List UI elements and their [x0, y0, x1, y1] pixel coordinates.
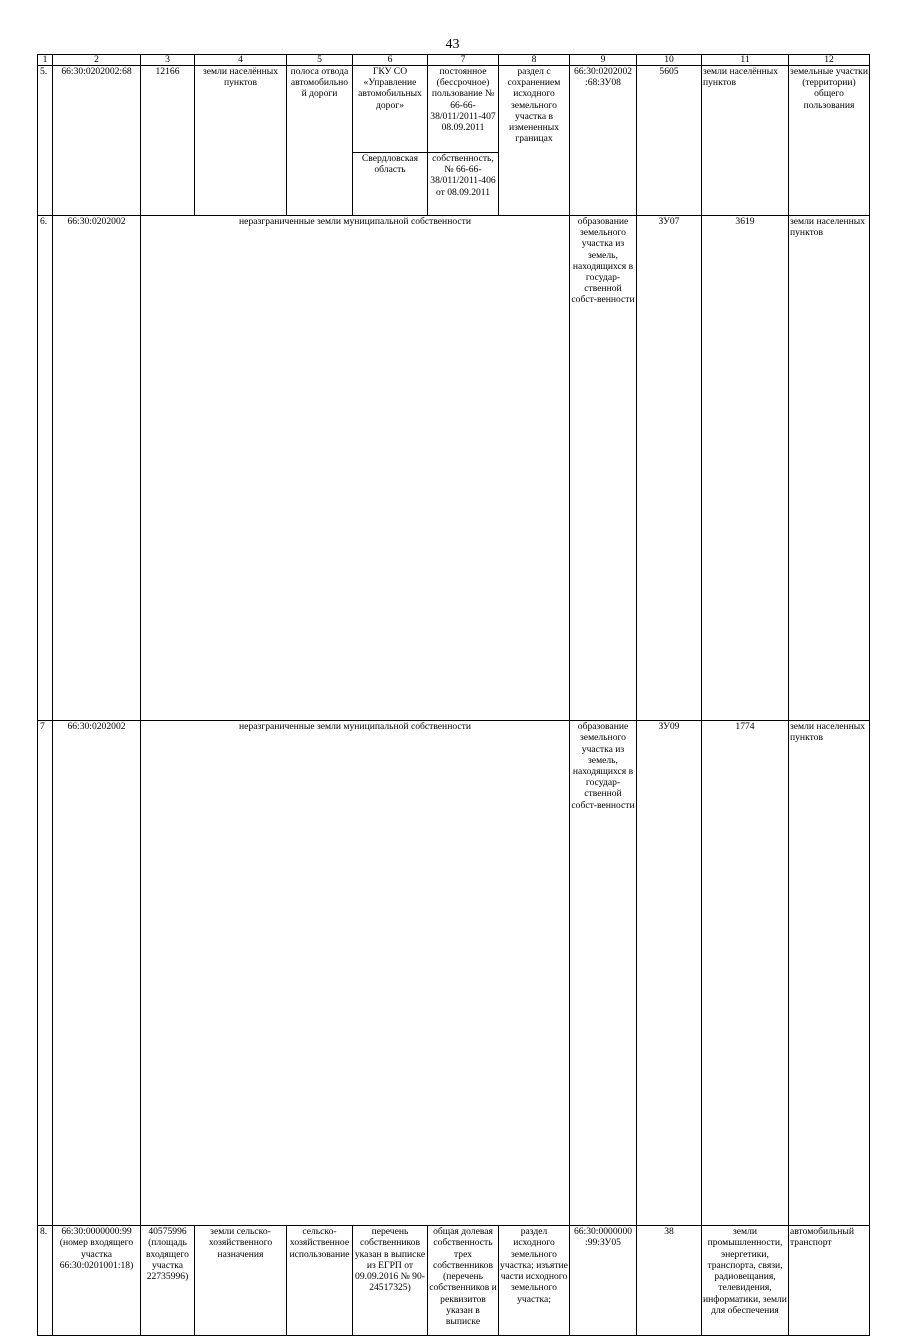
right-type-cell: постоянное (бессрочное) пользование № 66-66-38/011/2011-407 08.09.2011 — [428, 66, 499, 153]
right-type-cell: общая долевая собственность трех собственников (перечень собственников и реквизитов указан в выписке — [428, 1226, 499, 1336]
header-cell: 12 — [789, 55, 870, 66]
page-number: 43 — [445, 37, 460, 52]
formation-method-cell: раздел исходного земельного участка; изъятие части исходного земельного участка; — [499, 1226, 570, 1336]
table-row — [38, 721, 870, 1226]
area-cell: 12166 — [141, 66, 195, 216]
land-plots-table — [37, 54, 870, 1336]
new-category-cell: земли населённых пунктов — [702, 66, 789, 216]
land-category-cell: земли населённых пунктов — [195, 66, 287, 216]
row-number: 6. — [38, 216, 53, 721]
new-cadastral-cell: 66:30:0202002 :68:ЗУ08 — [570, 66, 637, 216]
right-type-cell: собственность, № 66-66-38/011/2011-406 от 08.09.2011 — [428, 153, 499, 216]
new-area-cell: 1774 — [702, 721, 789, 1226]
header-cell: 8 — [499, 55, 570, 66]
new-use-cell: земельные участки (территории) общего пользования — [789, 66, 870, 216]
new-cadastral-cell: ЗУ09 — [637, 721, 702, 1226]
new-area-cell: 38 — [637, 1226, 702, 1336]
area-cell: 40575996 (площадь входящего участка 22735996) — [141, 1226, 195, 1336]
row-number: 5. — [38, 66, 53, 216]
header-cell: 3 — [141, 55, 195, 66]
right-holder-cell: ГКУ СО «Управление автомобильных дорог» — [353, 66, 428, 153]
header-cell: 5 — [287, 55, 353, 66]
new-cadastral-cell: 66:30:0000000 :99:ЗУ05 — [570, 1226, 637, 1336]
header-cell: 1 — [38, 55, 53, 66]
header-cell: 9 — [570, 55, 637, 66]
table-row — [38, 66, 870, 153]
table-row — [38, 1226, 870, 1336]
cadastral-number-cell: 66:30:0202002 — [53, 216, 141, 721]
permitted-use-cell: полоса отвода автомобильно й дороги — [287, 66, 353, 216]
cadastral-number-cell: 66:30:0000000:99 (номер входящего участка 66:30:0201001:18) — [53, 1226, 141, 1336]
new-category-cell: земли промышленности, энергетики, транспорта, связи, радиовещания, телевидения, информатики, земли для обеспечения — [702, 1226, 789, 1336]
permitted-use-cell: сельско-хозяйственное использование — [287, 1226, 353, 1336]
column-number-row — [38, 55, 870, 66]
header-cell: 6 — [353, 55, 428, 66]
row-number: 7 — [38, 721, 53, 1226]
new-cadastral-cell: ЗУ07 — [637, 216, 702, 721]
cadastral-number-cell: 66:30:0202002:68 — [53, 66, 141, 216]
new-area-cell: 5605 — [637, 66, 702, 216]
header-cell: 11 — [702, 55, 789, 66]
header-cell: 7 — [428, 55, 499, 66]
new-use-cell: автомобильный транспорт — [789, 1226, 870, 1336]
merged-description-cell: неразграниченные земли муниципальной собственности — [141, 216, 570, 721]
formation-method-cell: образование земельного участка из земель, находящихся в государ-ственной собст-венности — [570, 721, 637, 1226]
formation-method-cell: образование земельного участка из земель, находящихся в государ-ственной собст-венности — [570, 216, 637, 721]
header-cell: 2 — [53, 55, 141, 66]
new-area-cell: 3619 — [702, 216, 789, 721]
formation-method-cell: раздел с сохранением исходного земельного участка в измененных границах — [499, 66, 570, 216]
new-category-cell: земли населенных пунктов — [789, 216, 870, 721]
cadastral-number-cell: 66:30:0202002 — [53, 721, 141, 1226]
land-category-cell: земли сельско-хозяйственного назначения — [195, 1226, 287, 1336]
new-category-cell: земли населенных пунктов — [789, 721, 870, 1226]
right-holder-cell: Свердловская область — [353, 153, 428, 216]
table-row — [38, 216, 870, 721]
right-holder-cell: перечень собственников указан в выписке из ЕГРП от 09.09.2016 № 90-24517325) — [353, 1226, 428, 1336]
header-cell: 4 — [195, 55, 287, 66]
merged-description-cell: неразграниченные земли муниципальной собственности — [141, 721, 570, 1226]
header-cell: 10 — [637, 55, 702, 66]
row-number: 8. — [38, 1226, 53, 1336]
